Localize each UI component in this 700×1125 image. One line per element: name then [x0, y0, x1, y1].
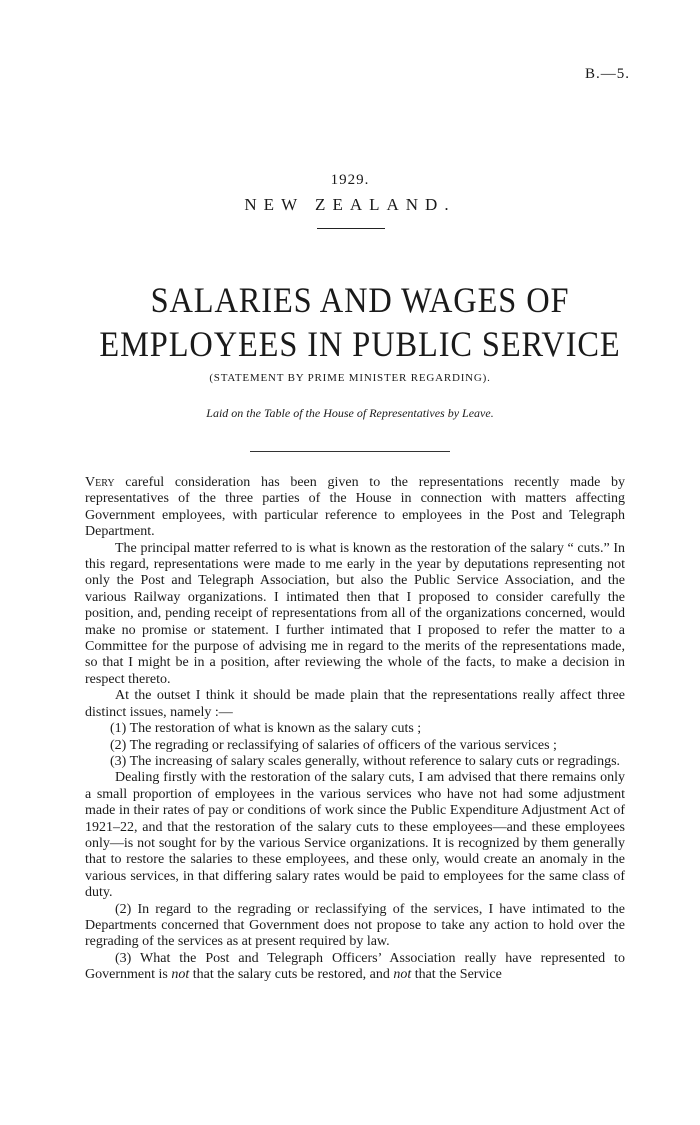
paragraph-3: At the outset I think it should be made plain that the representations really affect three distinct issues, namely :—: [85, 688, 625, 720]
body-text: [85, 475, 625, 984]
paragraph-6-text-a: (3) What the Post and Telegraph Officers’ Association really have represented to Government is: [85, 950, 625, 983]
country-heading: NEW ZEALAND.: [244, 195, 456, 214]
year: 1929.: [330, 172, 370, 188]
emphasis-not-1: not: [171, 967, 190, 983]
section-divider: [250, 451, 450, 452]
title-divider: [317, 228, 385, 229]
list-item-1: (1) The restoration of what is known as the salary cuts ;: [110, 721, 422, 737]
first-word: Very: [85, 475, 115, 490]
document-subtitle: (STATEMENT BY PRIME MINISTER REGARDING).: [209, 372, 491, 384]
paragraph-4: Dealing firstly with the restoration of the salary cuts, I am advised that there remains only a small proportion of employees in the various services who have not had some adjustment made in their rates of pay or conditions of work since the Public Expenditure Adjustment Act of 1921–22, and that the restoration of the salary cuts to these employees—and these employees only—is not sought for by the various Service organizations. It is recognized by them generally that to restore the salaries to these employees, and these only, would create an anomaly in the various services, in that differing salary rates would be paid to employees for the same class of duty.: [85, 770, 625, 901]
list-item-3: (3) The increasing of salary scales generally, without reference to salary cuts or regradings.: [110, 753, 621, 769]
document-title: SALARIES AND WAGES OF EMPLOYEES IN PUBLIC SERVICE: [99, 280, 621, 364]
paragraph-1-text: careful consideration has been given to the representations recently made by representatives of the three parties of the House in connection with matters affecting Government employees, with particular reference to employees in the Post and Telegraph Department.: [85, 475, 625, 540]
paragraph-5: (2) In regard to the regrading or reclassifying of the services, I have intimated to the Departments concerned that Government does not propose to take any action to hold over the regrading of the services as at present required by law.: [85, 901, 625, 950]
paragraph-6-text-b: that the salary cuts be restored, and: [189, 967, 394, 983]
paragraph-6: [85, 951, 625, 984]
paragraph-1: [85, 475, 625, 541]
list-item-2: (2) The regrading or reclassifying of salaries of officers of the various services ;: [110, 737, 557, 753]
paragraph-2: The principal matter referred to is what is known as the restoration of the salary “ cuts.” In this regard, representations were made to me early in the year by deputations representing not only the Post and Telegraph Association, but also the Public Service Association, and the various Railway organizations. I intimated then that I proposed to consider carefully the position, and, pending receipt of representations from all of the organizations concerned, would make no promise or statement. I further intimated that I proposed to refer the matter to a Committee for the purpose of advising me in regard to the merits of the representations made, so that I might be in a position, after reviewing the whole of the facts, to make a decision in respect thereto.: [85, 540, 625, 687]
laid-on-table-note: Laid on the Table of the House of Representatives by Leave.: [206, 406, 494, 420]
paragraph-6-text-c: that the Service: [411, 967, 502, 983]
emphasis-not-2: not: [393, 967, 412, 983]
page-reference: B.—5.: [584, 66, 630, 82]
